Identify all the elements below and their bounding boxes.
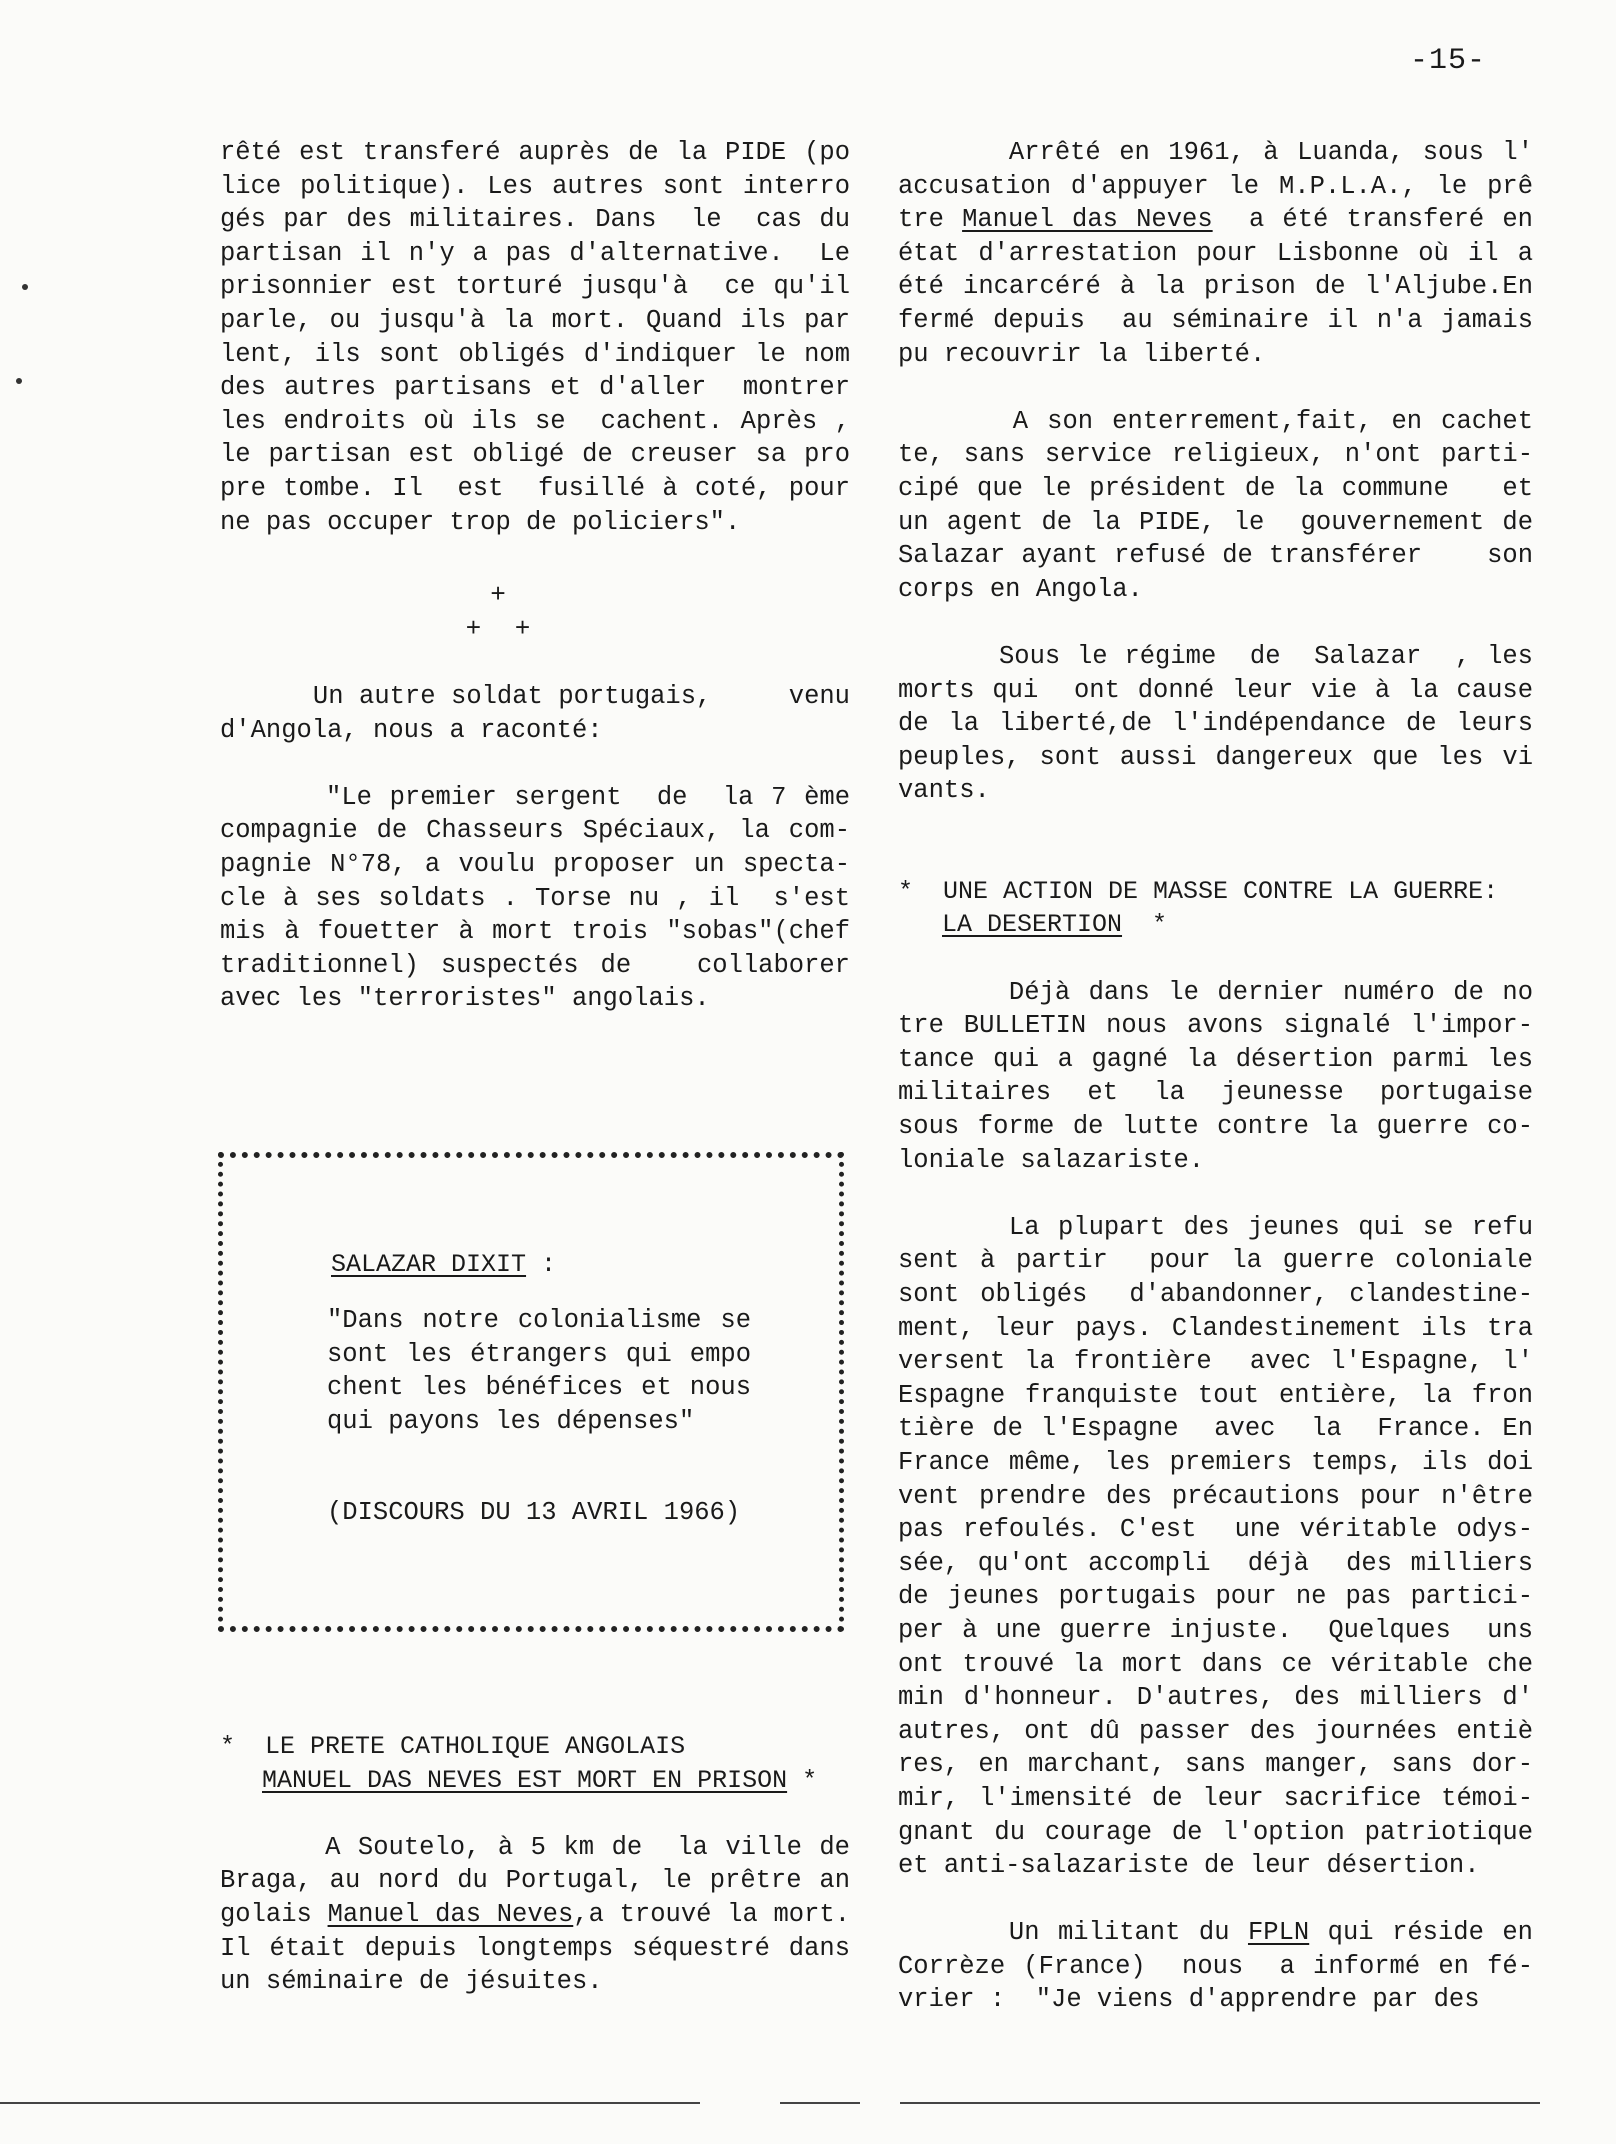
left-column xyxy=(220,136,866,539)
box-title: SALAZAR DIXIT xyxy=(331,1250,527,1279)
soutelo-text: A Soutelo, à 5 km de la ville de Braga, au nord du Portugal, le prêtre an golais xyxy=(220,1832,866,1929)
footer-rule-left xyxy=(0,2102,700,2104)
article-heading-line2-wrapper xyxy=(220,1764,850,1798)
left-article xyxy=(220,1730,866,1999)
separator-bottom xyxy=(448,612,548,646)
right-para-bulletin: Déjà dans le dernier numéro de no tre BULLETIN nous avons signalé l'impor- tance qui a gagné la désertion parmi les militaires et la jeunesse portugaise sous forme de lutte contre la guerre co- loniale salazariste. xyxy=(898,977,1549,1175)
box-quote: "Dans notre colonialisme se sont les étrangers qui empo chent les bénéfices et nous qui payons les dépenses" xyxy=(327,1306,751,1436)
soutelo-name: Manuel das Neves xyxy=(327,1899,574,1929)
box-title-colon: : xyxy=(526,1250,557,1279)
salazar-dixit-box xyxy=(218,1152,844,1632)
fpln-text-end: qui réside en Corrèze (France) nous a informé en fé- vrier : "Je viens d'apprendre par des xyxy=(898,1918,1549,2015)
right-para-arrest xyxy=(898,136,1549,371)
box-date: (DISCOURS DU 13 AVRIL 1966) xyxy=(327,1498,741,1527)
left-para-soutelo xyxy=(220,1831,866,1999)
desertion-heading-star: * xyxy=(1122,910,1168,940)
left-para-pide: rêté est transferé auprès de la PIDE (po lice politique). Les autres sont interro gés par des militaires. Dans le cas du partisan il n'y a pas d'alternative. Le prisonnier est torturé jusqu'à ce qu'il parle, ou jusqu'à la mort. Quand ils par lent, ils sont obligés d'indiquer le nom des autres partisans et d'aller montrer les endroits où ils se cachent. Après , le partisan est obligé de creuser sa pro pre tombe. Il est fusillé à coté, pour ne pas occuper trop de policiers". xyxy=(220,138,866,537)
article-heading-star: * xyxy=(787,1765,818,1795)
desertion-heading-line2-wrapper xyxy=(898,908,1533,942)
right-para-regime: Sous le régime de Salazar , les morts qui ont donné leur vie à la cause de la liberté,de l'indépendance de leurs peuples, sont aussi dangereux que les vi vants. xyxy=(898,641,1549,806)
article-heading-line1: * LE PRETE CATHOLIQUE ANGOLAIS xyxy=(220,1732,686,1761)
arrest-name: Manuel das Neves xyxy=(962,205,1213,235)
fpln-text: Un militant du xyxy=(898,1918,1248,1948)
footer-rule-right xyxy=(900,2102,1540,2104)
right-column xyxy=(898,136,1549,2017)
arrest-text: Arrêté en 1961, à Luanda, sous l' accusation d'appuyer le M.P.L.A., le prê tre xyxy=(898,138,1549,235)
separator-mark: + xyxy=(514,614,531,644)
right-para-jeunes: La plupart des jeunes qui se refu sent à partir pour la guerre coloniale sont obligés d'abandonner, clandestine- ment, leur pays. Clandestinement ils tra versent la frontière avec l'Espagne, l' Espagne franquiste tout entière, la fron tière de l'Espagne avec la France. En France même, les premiers temps, ils doi vent prendre des précautions pour n'être pas refoulés. C'est une véritable odys- sée, qu'ont accompli déjà des milliers de jeunes portugais pour ne pas partici- per à une guerre injuste. Quelques uns ont trouvé la mort dans ce véritable che min d'honneur. D'autres, des milliers d' autres, ont dû passer des journées entiè res, en marchant, sans manger, sans dor- mir, l'imensité de leur sacrifice témoi- gnant du courage de l'option patriotique et anti-salazariste de leur désertion. xyxy=(898,1212,1549,1881)
left-column-soldier xyxy=(220,680,866,1016)
left-para-soldier: Un autre soldat portugais, venu d'Angola, nous a raconté: xyxy=(220,682,866,745)
separator-mark: + xyxy=(465,614,482,644)
box-title-wrapper xyxy=(331,1250,556,1279)
right-para-burial: A son enterrement,fait, en cachet te, sans service religieux, n'ont parti- cipé que le président de la commune et un agent de la PIDE, le gouvernement de Salazar ayant refusé de transférer son corps en Angola. xyxy=(898,406,1549,604)
scan-speck xyxy=(16,378,22,384)
arrest-text-end: a été transferé en état d'arrestation pour Lisbonne où il a été incarcéré à la prison de l'Aljube.En fermé depuis au séminaire il n'a jamais pu recouvrir la liberté. xyxy=(898,205,1549,369)
soutelo-text-end: ,a trouvé la mort. Il était depuis longtemps séquestré dans un séminaire de jésuites. xyxy=(220,1899,866,1997)
desertion-heading-line1: * UNE ACTION DE MASSE CONTRE LA GUERRE: xyxy=(898,876,1499,906)
desertion-heading-line2: LA DESERTION xyxy=(942,910,1123,940)
fpln-org: FPLN xyxy=(1247,1918,1310,1948)
separator-top xyxy=(458,578,538,612)
box-quote-wrapper xyxy=(327,1304,751,1438)
footer-rule-mid xyxy=(780,2102,860,2104)
separator-mark: + xyxy=(490,580,506,610)
scan-speck xyxy=(22,284,28,290)
page-number: -15- xyxy=(1410,44,1487,78)
right-para-fpln xyxy=(898,1916,1549,2017)
left-para-sergent: "Le premier sergent de la 7 ème compagnie de Chasseurs Spéciaux, la com- pagnie N°78, a voulu proposer un specta- cle à ses soldats . Torse nu , il s'est mis à fouetter à mort trois "sobas"(chef traditionnel) suspectés de collaborer avec les "terroristes" angolais. xyxy=(220,782,866,1014)
article-heading-line2: MANUEL DAS NEVES EST MORT EN PRISON xyxy=(262,1765,788,1795)
